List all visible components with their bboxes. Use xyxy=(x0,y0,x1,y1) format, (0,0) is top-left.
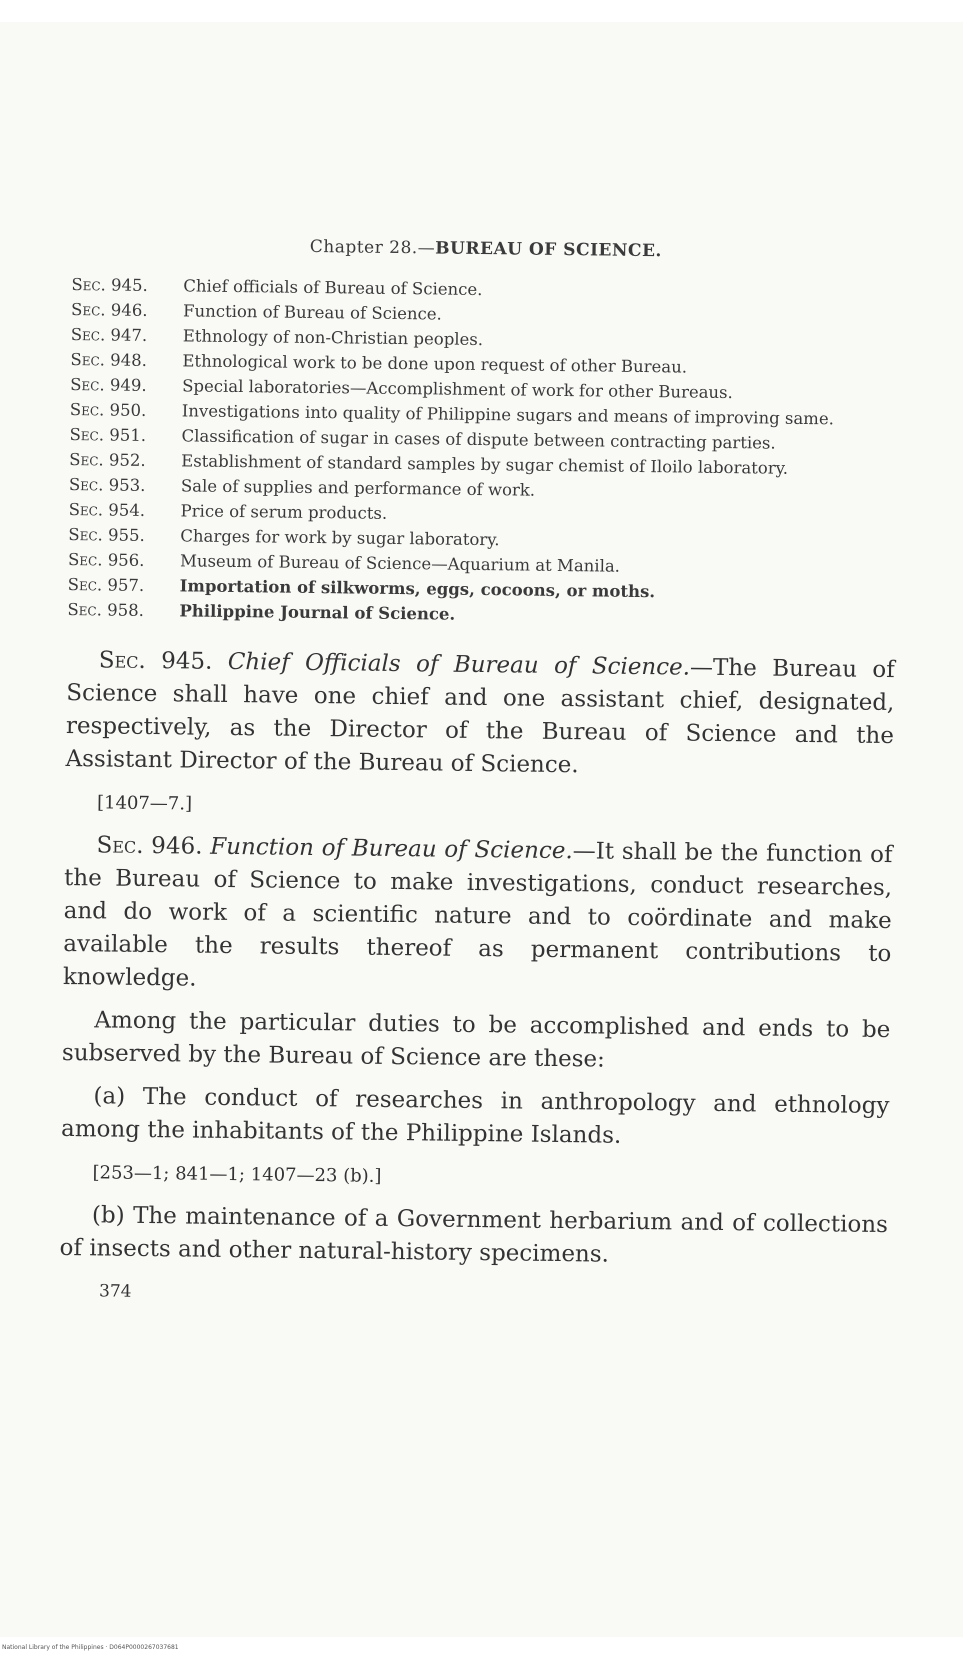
toc-sec: Sec. 956. xyxy=(67,549,145,570)
toc-sec: Sec. 954. xyxy=(68,499,146,520)
toc-sec: Sec. 949. xyxy=(70,374,147,395)
toc-title: Philippine Journal of Science. xyxy=(179,601,456,624)
section-945-paragraph xyxy=(65,644,895,786)
chapter-title xyxy=(72,234,900,264)
section-label: Sec. 946. xyxy=(96,832,203,860)
toc-title: Classification of sugar in cases of dispute between contracting parties. xyxy=(181,426,776,453)
section-text: —The Bureau of Science shall have one chief and one assistant chief, designated, respectively, as the Director of the Bureau of Science and the Assistant Director of the Bureau of Science. xyxy=(65,654,895,779)
toc-sec: Sec. 945. xyxy=(71,274,148,295)
chapter-label: Chapter 28.— xyxy=(309,236,436,259)
toc-sec: Sec. 958. xyxy=(67,599,145,620)
duty-a-paragraph: (a) The conduct of researches in anthropology and ethnology among the inhabitants of the Philippine Islands. xyxy=(60,1083,890,1149)
duty-b-paragraph: (b) The maintenance of a Government herbarium and of collections of insects and other natural-history specimens. xyxy=(59,1202,889,1268)
citation-ref: [253—1; 841—1; 1407—23 (b).] xyxy=(92,1162,382,1187)
chapter-name: BUREAU OF SCIENCE. xyxy=(435,238,663,262)
document-page xyxy=(0,22,963,1637)
toc-sec: Sec. 946. xyxy=(70,299,148,320)
toc-title: Chief officials of Bureau of Science. xyxy=(183,276,483,300)
duties-intro-paragraph: Among the particular duties to be accomplished and ends to be subserved by the Bureau of Science are these: xyxy=(61,1007,891,1073)
section-heading: Chief Officials of Bureau of Science. xyxy=(227,648,691,681)
page-number: 374 xyxy=(98,1281,132,1302)
section-label: Sec. 945. xyxy=(98,647,213,675)
toc-sec: Sec. 951. xyxy=(69,424,147,445)
toc-title: Special laboratories—Accomplishment of work for other Bureaus. xyxy=(182,376,733,403)
toc-title: Importation of silkworms, eggs, cocoons, or moths. xyxy=(179,576,656,602)
section-heading: Function of Bureau of Science. xyxy=(210,833,573,865)
toc-sec: Sec. 955. xyxy=(68,524,145,545)
toc-sec: Sec. 952. xyxy=(69,449,146,470)
toc-title: Investigations into quality of Philippine sugars and means of improving same. xyxy=(181,401,835,429)
toc-title: Museum of Bureau of Science—Aquarium at Manila. xyxy=(179,551,621,576)
toc-title: Ethnology of non-Christian peoples. xyxy=(182,326,484,350)
body-text xyxy=(59,644,895,1318)
toc-sec: Sec. 953. xyxy=(68,474,146,495)
scan-footer: National Library of the Philippines · D064P0000267037681 xyxy=(2,1644,179,1651)
toc-title: Sale of supplies and performance of work. xyxy=(180,476,536,500)
toc-sec: Sec. 948. xyxy=(70,349,148,370)
toc-title: Function of Bureau of Science. xyxy=(182,301,442,324)
citation-ref: [1407—7.] xyxy=(96,792,193,815)
toc-sec: Sec. 947. xyxy=(70,324,148,345)
toc-title: Establishment of standard samples by sugar chemist of Iloilo laboratory. xyxy=(181,451,789,478)
section-list xyxy=(67,272,899,632)
page-content xyxy=(59,234,900,1318)
toc-title: Price of serum products. xyxy=(180,501,388,523)
section-text: —It shall be the function of the Bureau of Science to make investigations, conduct researches, and do work of a scientific nature and to coördinate and make available the results thereof as permanent contributions to knowledge. xyxy=(62,838,893,992)
toc-sec: Sec. 950. xyxy=(69,399,147,420)
section-946-paragraph xyxy=(63,829,893,1004)
toc-title: Ethnological work to be done upon request of other Bureau. xyxy=(182,351,688,377)
toc-sec: Sec. 957. xyxy=(67,574,145,595)
toc-title: Charges for work by sugar laboratory. xyxy=(180,526,500,550)
